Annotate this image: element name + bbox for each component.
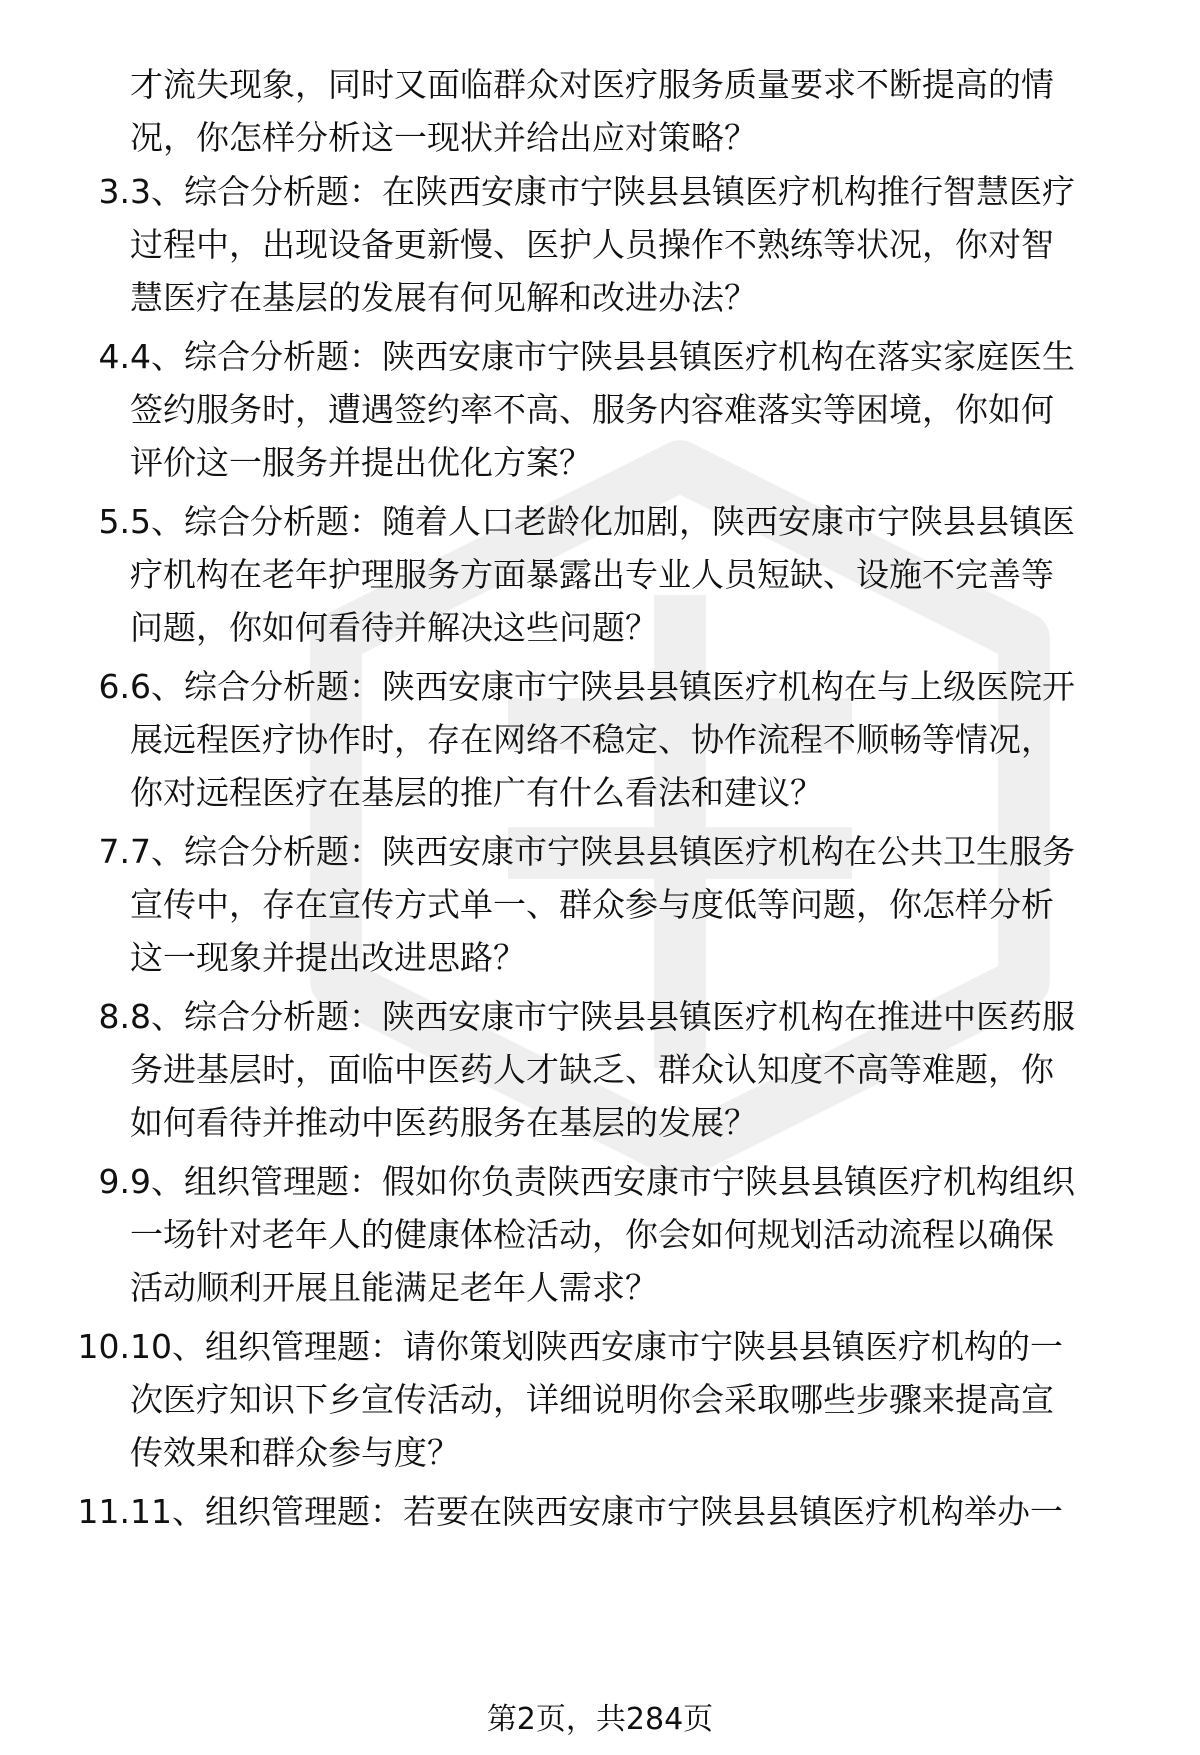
question-line: 如何看待并推动中医药服务在基层的发展？ <box>130 1103 757 1142</box>
question-number: 10. <box>77 1327 130 1366</box>
question-line: 展远程医疗协作时，存在网络不稳定、协作流程不顺畅等情况， <box>130 720 1054 759</box>
question-number: 3. <box>98 172 130 211</box>
question-line: 务进基层时，面临中医药人才缺乏、群众认知度不高等难题，你 <box>130 1050 1054 1089</box>
question-line: 5、综合分析题：随着人口老龄化加剧，陕西安康市宁陕县县镇医 <box>130 502 1075 541</box>
question-line: 这一现象并提出改进思路？ <box>130 938 526 977</box>
question-line: 10、组织管理题：请你策划陕西安康市宁陕县县镇医疗机构的一 <box>130 1327 1063 1366</box>
intro-paragraph <box>130 58 1170 164</box>
question-text <box>130 825 1170 984</box>
question-number: 9. <box>98 1162 130 1201</box>
question-line: 4、综合分析题：陕西安康市宁陕县县镇医疗机构在落实家庭医生 <box>130 337 1075 376</box>
question-text <box>130 330 1170 489</box>
question-line: 过程中，出现设备更新慢、医护人员操作不熟练等状况，你对智 <box>130 225 1054 264</box>
question-line: 3、综合分析题：在陕西安康市宁陕县县镇医疗机构推行智慧医疗 <box>130 172 1075 211</box>
question-text <box>130 990 1170 1149</box>
question-text <box>130 495 1170 654</box>
question-line: 一场针对老年人的健康体检活动，你会如何规划活动流程以确保 <box>130 1215 1054 1254</box>
intro-line: 况，你怎样分析这一现状并给出应对策略？ <box>130 118 757 157</box>
question-line: 签约服务时，遭遇签约率不高、服务内容难落实等困境，你如何 <box>130 390 1054 429</box>
question-line: 7、综合分析题：陕西安康市宁陕县县镇医疗机构在公共卫生服务 <box>130 832 1075 871</box>
question-text <box>130 1485 1170 1538</box>
question-line: 传效果和群众参与度？ <box>130 1433 460 1472</box>
question-line: 宣传中，存在宣传方式单一、群众参与度低等问题，你怎样分析 <box>130 885 1054 924</box>
question-line: 8、综合分析题：陕西安康市宁陕县县镇医疗机构在推进中医药服 <box>130 997 1075 1036</box>
question-number: 7. <box>98 832 130 871</box>
intro-line: 才流失现象，同时又面临群众对医疗服务质量要求不断提高的情 <box>130 65 1054 104</box>
question-text <box>130 165 1170 324</box>
question-number: 11. <box>77 1492 130 1531</box>
question-line: 次医疗知识下乡宣传活动，详细说明你会采取哪些步骤来提高宣 <box>130 1380 1054 1419</box>
question-line: 问题，你如何看待并解决这些问题？ <box>130 608 658 647</box>
question-line: 评价这一服务并提出优化方案？ <box>130 443 592 482</box>
question-text <box>130 660 1170 819</box>
question-number: 8. <box>98 997 130 1036</box>
question-line: 慧医疗在基层的发展有何见解和改进办法？ <box>130 278 757 317</box>
question-number: 4. <box>98 337 130 376</box>
question-number: 6. <box>98 667 130 706</box>
question-text <box>130 1155 1170 1314</box>
question-line: 6、综合分析题：陕西安康市宁陕县县镇医疗机构在与上级医院开 <box>130 667 1075 706</box>
question-text <box>130 1320 1170 1479</box>
question-line: 疗机构在老年护理服务方面暴露出专业人员短缺、设施不完善等 <box>130 555 1054 594</box>
question-line: 你对远程医疗在基层的推广有什么看法和建议？ <box>130 773 823 812</box>
question-line: 活动顺利开展且能满足老年人需求？ <box>130 1268 658 1307</box>
question-number: 5. <box>98 502 130 541</box>
page-number-footer: 第2页，共284页 <box>486 1702 714 1737</box>
question-line: 11、组织管理题：若要在陕西安康市宁陕县县镇医疗机构举办一 <box>130 1492 1063 1531</box>
question-line: 9、组织管理题：假如你负责陕西安康市宁陕县县镇医疗机构组织 <box>130 1162 1075 1201</box>
